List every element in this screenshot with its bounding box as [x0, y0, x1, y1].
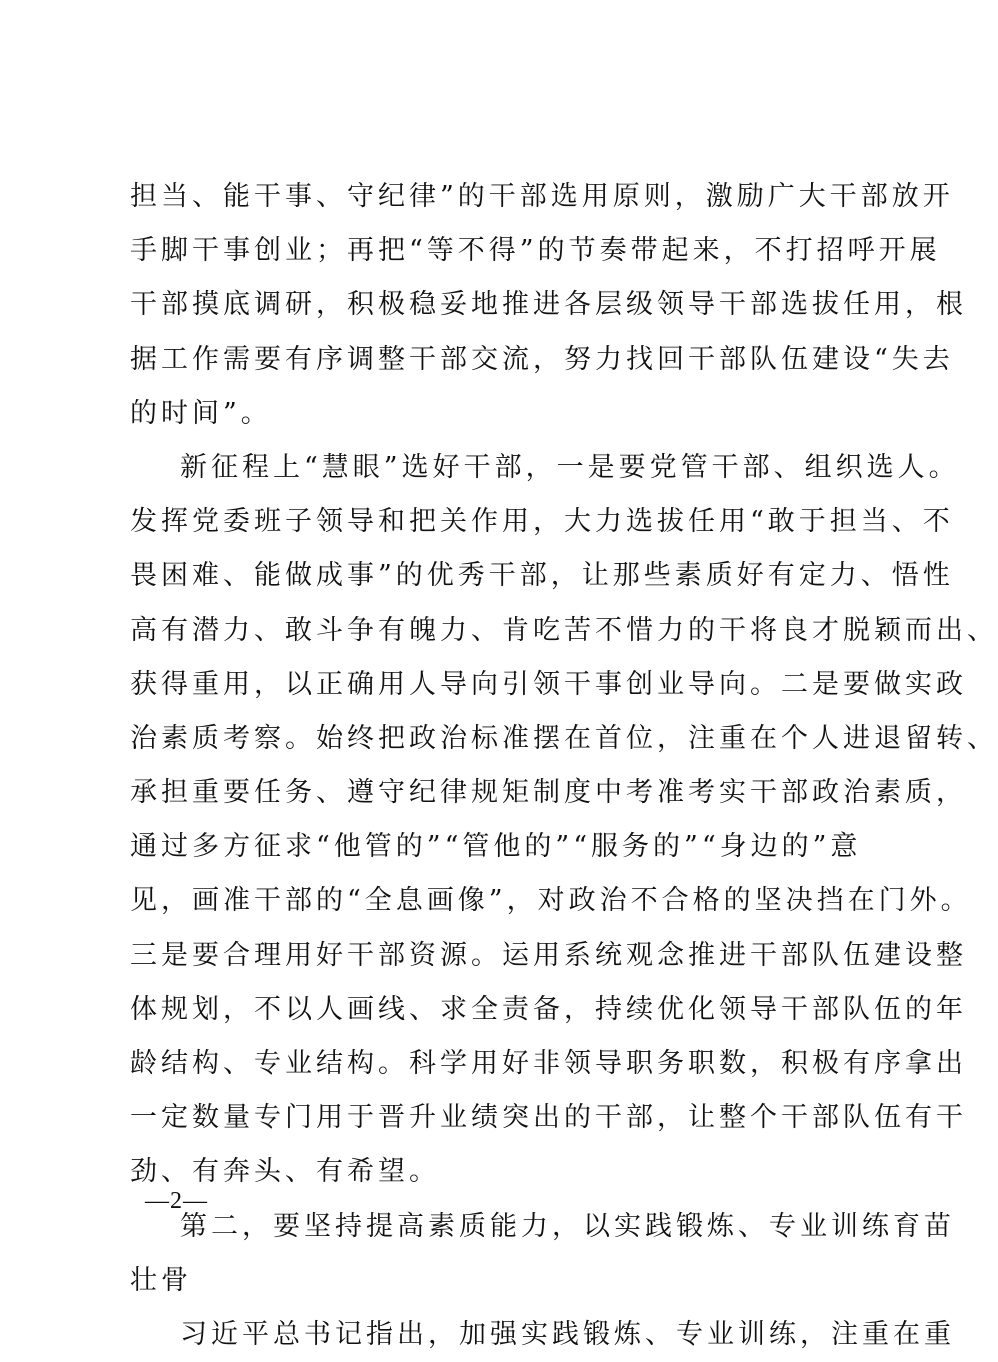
text-line: 龄结构、专业结构。科学用好非领导职务职数，积极有序拿出: [130, 1048, 967, 1079]
paragraph-first-line: 第二，要坚持提高素质能力，以实践锻炼、专业训练育苗: [180, 1210, 955, 1242]
document-body: [130, 170, 998, 1362]
text-line: 一定数量专门用于晋升业绩突出的干部，让整个干部队伍有干: [130, 1102, 967, 1134]
text-line: 干部摸底调研，积极稳妥地推进各层级领导干部选拔任用，根: [130, 289, 967, 321]
text-line: 获得重用，以正确用人导向引领干事创业导向。二是要做实政: [130, 668, 967, 700]
text-line: 见，画准干部的“全息画像”，对政治不合格的坚决挡在门外。: [130, 885, 972, 917]
text-line: 承担重要任务、遵守纪律规矩制度中考准考实干部政治素质，: [130, 777, 967, 809]
text-line: 手脚干事创业；再把“等不得”的节奏带起来，不打招呼开展: [130, 235, 941, 267]
text-line: 体规划，不以人画线、求全责备，持续优化领导干部队伍的年: [130, 993, 967, 1025]
text-line: 壮骨: [130, 1264, 192, 1296]
text-line: 通过多方征求“他管的”“管他的”“服务的”“身边的”意: [130, 831, 862, 863]
text-line: 的时间”。: [130, 397, 272, 429]
paragraph-first-line: 新征程上“慧眼”选好干部，一是要党管干部、组织选人。: [180, 451, 960, 483]
text-line: 据工作需要有序调整干部交流，努力找回干部队伍建设“失去: [130, 343, 954, 375]
paragraph-first-line: 习近平总书记指出，加强实践锻炼、专业训练，注重在重: [180, 1318, 955, 1350]
text-line: 高有潜力、敢斗争有魄力、肯吃苦不惜力的干将良才脱颖而出、: [130, 614, 998, 646]
text-line: 三是要合理用好干部资源。运用系统观念推进干部队伍建设整: [130, 939, 967, 971]
text-line: 发挥党委班子领导和把关作用，大力选拔任用“敢于担当、不: [130, 506, 954, 538]
text-line: 畏困难、能做成事”的优秀干部，让那些素质好有定力、悟性: [130, 560, 954, 592]
page-number: —2—: [145, 1188, 208, 1214]
text-line: 治素质考察。始终把政治标准摆在首位，注重在个人进退留转、: [130, 722, 998, 754]
text-line: 劲、有奔头、有希望。: [130, 1156, 440, 1188]
text-line: 担当、能干事、守纪律”的干部选用原则，激励广大干部放开: [130, 181, 954, 212]
